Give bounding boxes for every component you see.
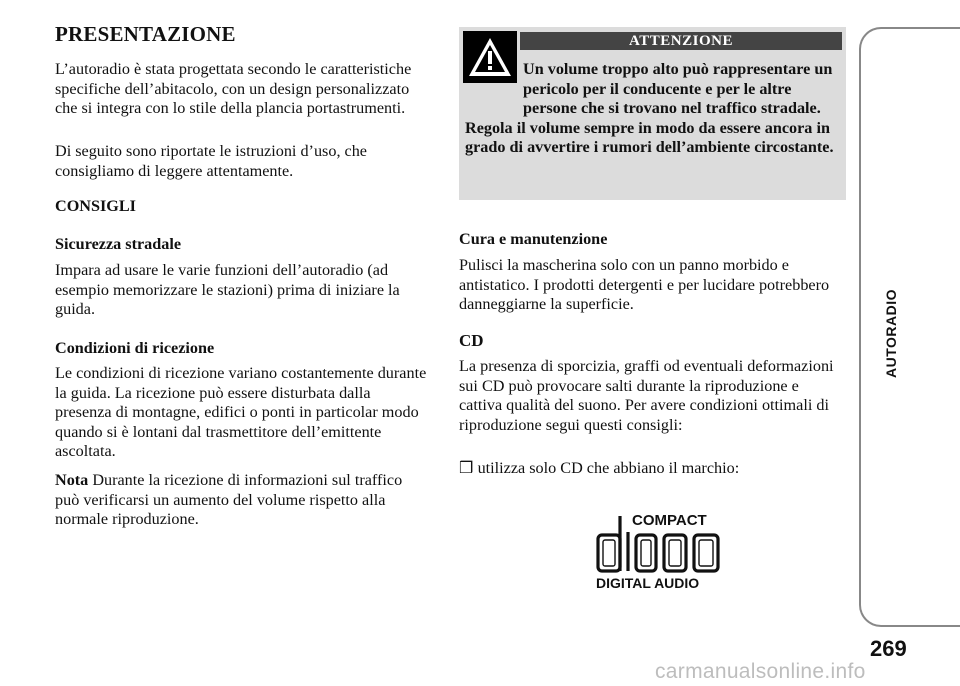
cd-heading: CD <box>459 331 484 350</box>
intro-paragraph-1: L’autoradio è stata progettata secondo le caratteristiche specifiche dell’abitacolo, con un design personalizzato che si integra con lo stile della plancia portastrumenti. <box>55 60 412 117</box>
watermark: carmanualsonline.info <box>655 660 866 683</box>
page-number: 269 <box>870 636 907 661</box>
nota-label: Nota <box>55 471 89 489</box>
nota-text: Durante la ricezione di informazioni sul traffico può verificarsi un aumento del volume rispetto alla normale riproduzione. <box>55 471 403 528</box>
logo-digital-audio-text: DIGITAL AUDIO <box>596 575 700 591</box>
cura-heading: Cura e manutenzione <box>459 230 608 248</box>
nota-paragraph <box>55 471 427 530</box>
cd-text: La presenza di sporcizia, graffi od eventuali deformazioni sui CD può provocare salti durante la riproduzione e cattiva qualità del suono. Per avere condizioni ottimali di riproduzione segui questi consigli: <box>459 357 834 434</box>
sicurezza-heading: Sicurezza stradale <box>55 235 182 253</box>
consigli-heading: CONSIGLI <box>55 197 136 215</box>
page-title: PRESENTAZIONE <box>55 22 236 46</box>
cura-text: Pulisci la mascherina solo con un panno morbido e antistatico. I prodotti detergenti e per lucidare potrebbero danneggiarne la superficie. <box>459 256 830 313</box>
compact-disc-logo <box>594 510 728 592</box>
cd-bullet <box>459 459 849 479</box>
warning-text: Un volume troppo alto può rappresentare un pericolo per il conducente e per le altre persone che si trovano nel traffico stradale. Regola il volume sempre in modo da essere ancora in grado di avvertire i rumori dell’ambiente circostante. <box>465 60 834 156</box>
bullet-text: utilizza solo CD che abbiano il marchio: <box>477 459 740 477</box>
section-tab-label: AUTORADIO <box>883 288 899 378</box>
intro-paragraph-2: Di seguito sono riportate le istruzioni d’uso, che consigliamo di leggere attentamente. <box>55 142 367 180</box>
bullet-checkbox-icon: ❒ <box>459 459 474 477</box>
section-tab <box>859 27 960 627</box>
ricezione-heading: Condizioni di ricezione <box>55 339 215 357</box>
logo-compact-text: COMPACT <box>632 512 707 529</box>
sicurezza-text: Impara ad usare le varie funzioni dell’autoradio (ad esempio memorizzare le stazioni) prima di iniziare la guida. <box>55 261 400 318</box>
ricezione-text: Le condizioni di ricezione variano costantemente durante la guida. La ricezione può essere disturbata dalla presenza di montagne, edifici o ponti in particolar modo quando si è lontani dal trasmettitore dell’emittente ascoltata. <box>55 364 427 460</box>
warning-heading: ATTENZIONE <box>520 32 842 50</box>
